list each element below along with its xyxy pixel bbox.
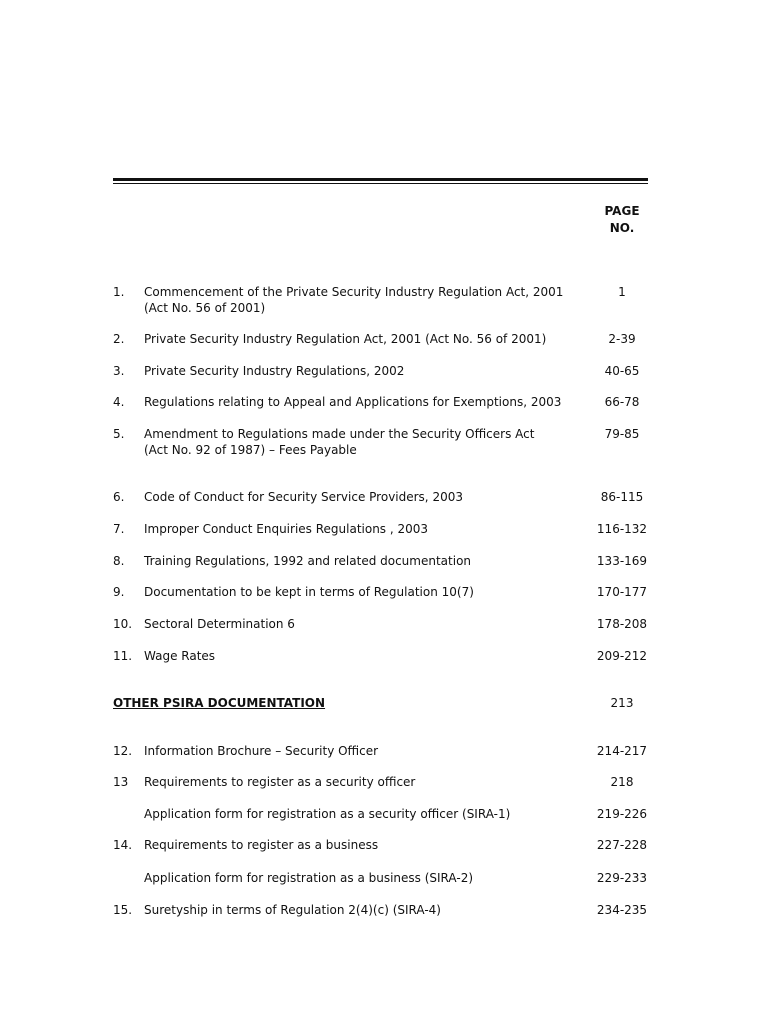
entry-page: 209-212	[596, 649, 648, 663]
entry-number: 4.	[113, 395, 125, 409]
entry-title-line: Regulations relating to Appeal and Applications for Exemptions, 2003	[144, 395, 562, 409]
entry-title-line: Requirements to register as a business	[144, 838, 379, 852]
entry-title-line: Application form for registration as a security officer (SIRA-1)	[144, 807, 511, 821]
entry-number: 8.	[113, 554, 125, 568]
entry-page: 219-226	[596, 807, 648, 821]
entry-page: 229-233	[596, 871, 648, 885]
entry-title	[144, 363, 574, 379]
entry-title	[144, 743, 574, 759]
entry-number: 14.	[113, 838, 133, 852]
entry-number: 3.	[113, 364, 125, 378]
page-no-header-line1: PAGE	[604, 204, 640, 218]
top-rule-thin	[113, 183, 648, 184]
entry-page: 234-235	[596, 903, 648, 917]
entry-page: 79-85	[604, 427, 640, 441]
entry-title-line: Suretyship in terms of Regulation 2(4)(c) (SIRA-4)	[144, 903, 441, 917]
entry-title-line: Application form for registration as a business (SIRA-2)	[144, 871, 474, 885]
entry-title-line: Documentation to be kept in terms of Regulation 10(7)	[144, 585, 474, 599]
entry-page: 66-78	[604, 395, 640, 409]
entry-title	[144, 284, 574, 316]
section-page: 213	[610, 696, 634, 710]
entry-title	[144, 774, 574, 790]
entry-number: 6.	[113, 490, 125, 504]
entry-number: 1.	[113, 285, 125, 299]
entry-title	[144, 553, 574, 569]
entry-title-line: Requirements to register as a security officer	[144, 775, 416, 789]
entry-number: 5.	[113, 427, 125, 441]
entry-number: 13	[113, 775, 129, 789]
entry-title-line: Improper Conduct Enquiries Regulations , 2003	[144, 522, 429, 536]
entry-page: 218	[610, 775, 634, 789]
entry-number: 9.	[113, 585, 125, 599]
entry-page: 2-39	[608, 332, 636, 346]
entry-title	[144, 426, 574, 458]
entry-title	[144, 837, 574, 853]
entry-page: 116-132	[596, 522, 648, 536]
entry-page: 227-228	[596, 838, 648, 852]
entry-number: 10.	[113, 617, 133, 631]
entry-title	[144, 648, 574, 664]
entry-number: 15.	[113, 903, 133, 917]
entry-page: 170-177	[596, 585, 648, 599]
page-no-header-line2: NO.	[609, 221, 635, 235]
entry-number: 2.	[113, 332, 125, 346]
entry-number: 7.	[113, 522, 125, 536]
entry-title-line: Private Security Industry Regulations, 2002	[144, 364, 405, 378]
entry-page: 133-169	[596, 554, 648, 568]
entry-title-line: Code of Conduct for Security Service Providers, 2003	[144, 490, 463, 504]
entry-title	[144, 489, 574, 505]
entry-page: 40-65	[604, 364, 640, 378]
entry-title	[144, 521, 574, 537]
entry-title-line: Sectoral Determination 6	[144, 617, 295, 631]
entry-title-line: Private Security Industry Regulation Act, 2001 (Act No. 56 of 2001)	[144, 332, 547, 346]
entry-title	[144, 331, 574, 347]
entry-title-line: Amendment to Regulations made under the Security Officers Act	[144, 427, 535, 441]
entry-title-line: (Act No. 92 of 1987) – Fees Payable	[144, 443, 357, 457]
entry-title	[144, 870, 574, 886]
entry-title-line: Wage Rates	[144, 649, 216, 663]
entry-title	[144, 616, 574, 632]
page-no-header	[596, 203, 648, 237]
entry-page: 214-217	[596, 744, 648, 758]
entry-title	[144, 806, 574, 822]
entry-title-line: Information Brochure – Security Officer	[144, 744, 379, 758]
entry-title	[144, 584, 574, 600]
entry-title-line: (Act No. 56 of 2001)	[144, 301, 266, 315]
entry-title	[144, 902, 574, 918]
entry-number: 11.	[113, 649, 133, 663]
entry-title	[144, 394, 574, 410]
entry-page: 178-208	[596, 617, 648, 631]
entry-page: 1	[618, 285, 626, 299]
entry-title-line: Training Regulations, 1992 and related documentation	[144, 554, 472, 568]
section-title: OTHER PSIRA DOCUMENTATION	[113, 696, 326, 710]
entry-title-line: Commencement of the Private Security Industry Regulation Act, 2001	[144, 285, 564, 299]
entry-number: 12.	[113, 744, 133, 758]
entry-page: 86-115	[600, 490, 644, 504]
top-rule-thick	[113, 178, 648, 181]
